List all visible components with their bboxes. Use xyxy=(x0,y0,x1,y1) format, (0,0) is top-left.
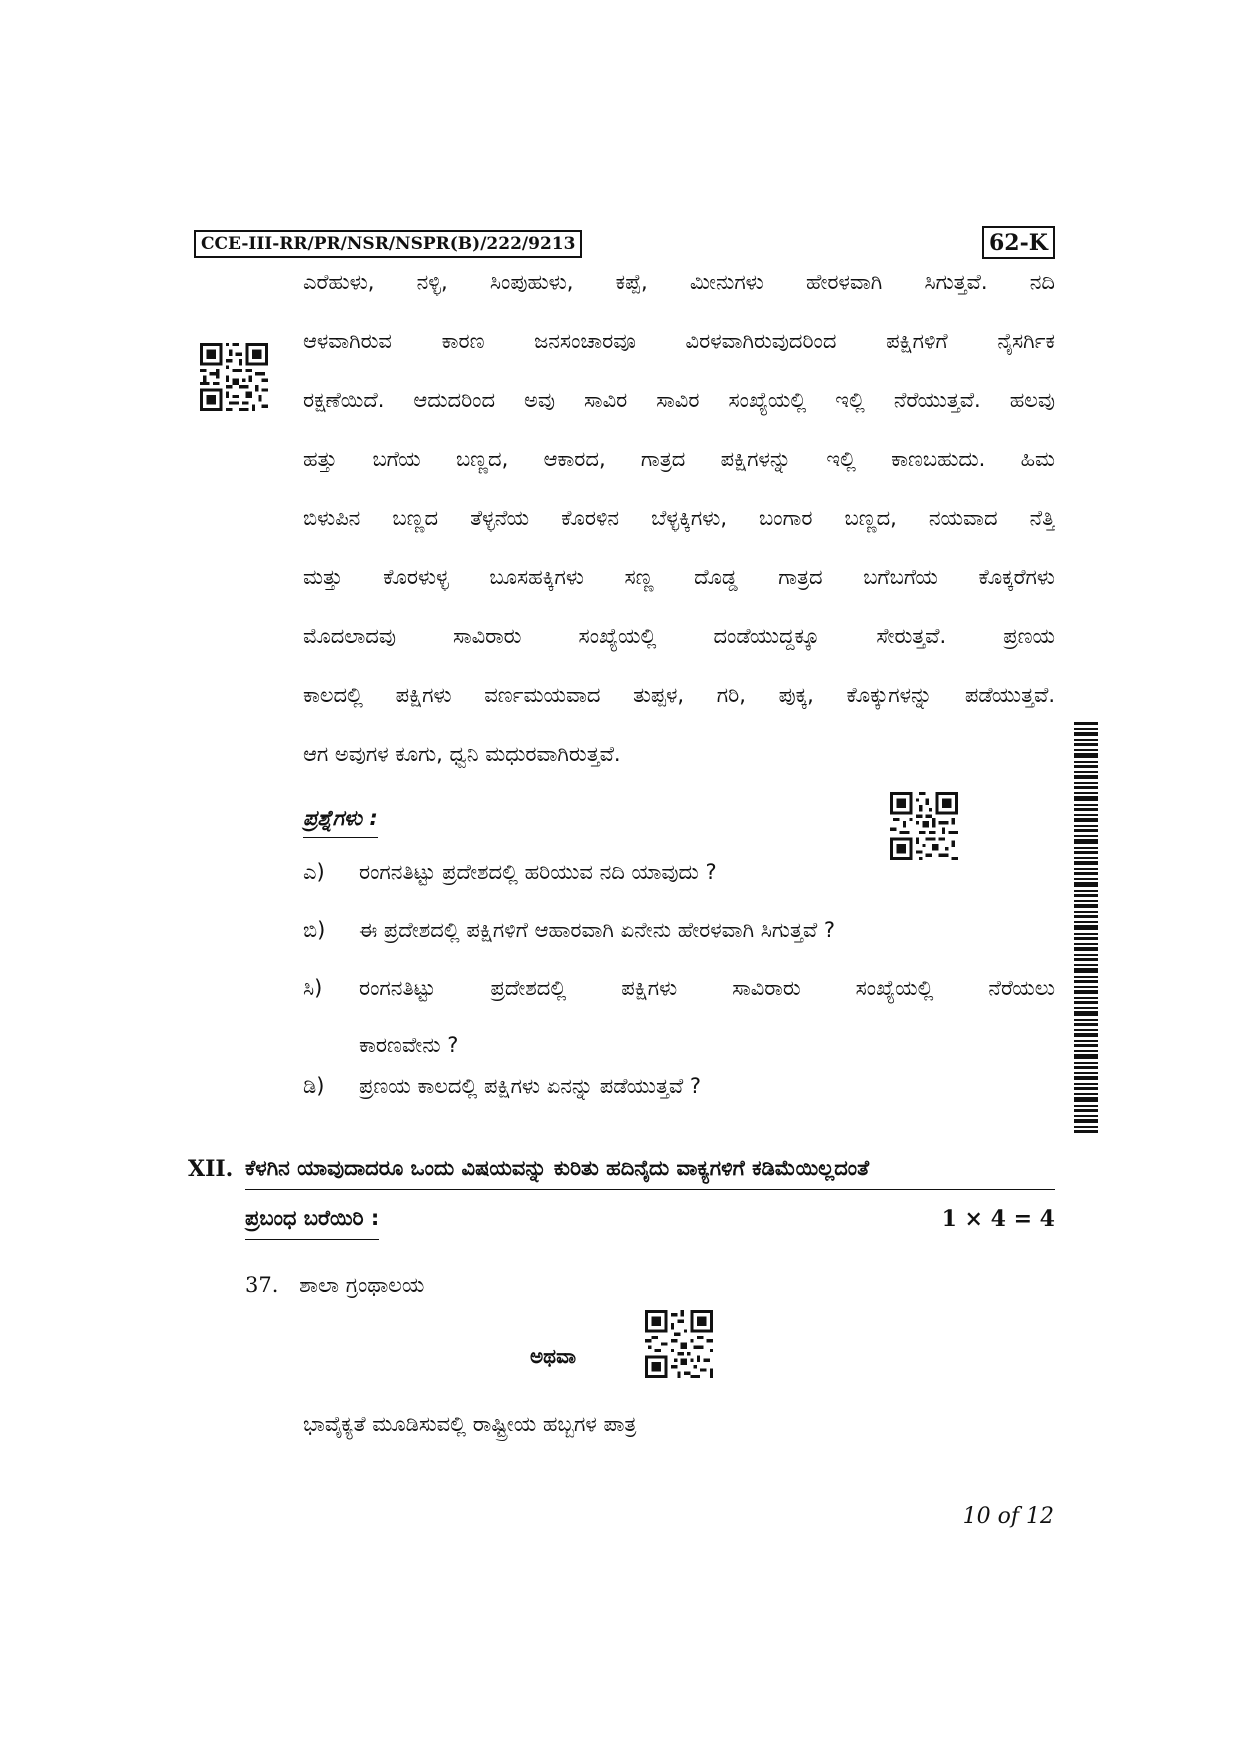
qr-code-icon xyxy=(645,1310,713,1378)
question-number: ಸಿ) xyxy=(303,976,323,1000)
section-number: XII. xyxy=(188,1156,234,1182)
passage-line: ಹತ್ತು ಬಗೆಯ ಬಣ್ಣದ, ಆಕಾರದ, ಗಾತ್ರದ ಪಕ್ಷಿಗಳನ್ನು ಇಲ್ಲಿ ಕಾಣಬಹುದು. ಹಿಮ xyxy=(303,447,1055,471)
passage-line: ಆಗ ಅವುಗಳ ಕೂಗು, ಧ್ವನಿ ಮಧುರವಾಗಿರುತ್ತವೆ. xyxy=(303,742,621,766)
question-text-line: ಕಾರಣವೇನು ? xyxy=(359,1033,459,1057)
question-text: ಪ್ರಣಯ ಕಾಲದಲ್ಲಿ ಪಕ್ಷಿಗಳು ಏನನ್ನು ಪಡೆಯುತ್ತವೆ ? xyxy=(359,1074,702,1098)
essay-topic-1 xyxy=(245,1273,424,1298)
passage-line: ರಕ್ಷಣೆಯಿದೆ. ಆದುದರಿಂದ ಅವು ಸಾವಿರ ಸಾವಿರ ಸಂಖ್ಯೆಯಲ್ಲಿ ಇಲ್ಲಿ ನೆರೆಯುತ್ತವೆ. ಹಲವು xyxy=(303,388,1055,412)
topic-text: ಶಾಲಾ ಗ್ರಂಥಾಲಯ xyxy=(299,1273,425,1297)
question-number: ಬಿ) xyxy=(303,918,326,942)
section-instruction: ಕೆಳಗಿನ ಯಾವುದಾದರೂ ಒಂದು ವಿಷಯವನ್ನು ಕುರಿತು ಹದಿನೈದು ವಾಕ್ಯಗಳಿಗೆ ಕಡಿಮೆಯಿಲ್ಲದಂತೆ xyxy=(245,1156,1055,1190)
passage-line: ಮೊದಲಾದವು ಸಾವಿರಾರು ಸಂಖ್ಯೆಯಲ್ಲಿ ದಂಡೆಯುದ್ದಕ್ಕೂ ಸೇರುತ್ತವೆ. ಪ್ರಣಯ xyxy=(303,624,1055,648)
passage-line: ಎರೆಹುಳು, ನಳ್ಳಿ, ಸಿಂಪುಹುಳು, ಕಪ್ಪೆ, ಮೀನುಗಳು ಹೇರಳವಾಗಿ ಸಿಗುತ್ತವೆ. ನದಿ xyxy=(303,270,1055,294)
passage xyxy=(303,262,1055,793)
passage-line: ಕಾಲದಲ್ಲಿ ಪಕ್ಷಿಗಳು ವರ್ಣಮಯವಾದ ತುಪ್ಪಳ, ಗರಿ, ಪುಕ್ಕ, ಕೊಕ್ಕುಗಳನ್ನು ಪಡೆಯುತ್ತವೆ. xyxy=(303,683,1055,707)
item-number: 37. xyxy=(245,1273,279,1297)
question-number: ಎ) xyxy=(303,860,325,884)
passage-line: ಬಿಳುಪಿನ ಬಣ್ಣದ ತೆಳ್ಳನೆಯ ಕೊರಳಿನ ಬೆಳ್ಳಕ್ಕಿಗಳು, ಬಂಗಾರ ಬಣ್ಣದ, ನಯವಾದ ನೆತ್ತಿ xyxy=(303,506,1055,530)
question-text: ರಂಗನತಿಟ್ಟು ಪ್ರದೇಶದಲ್ಲಿ ಹರಿಯುವ ನದಿ ಯಾವುದು ? xyxy=(359,860,717,884)
qr-code-icon xyxy=(200,343,268,411)
or-label: ಅಥವಾ xyxy=(530,1344,576,1368)
question-text-line: ರಂಗನತಿಟ್ಟು ಪ್ರದೇಶದಲ್ಲಿ ಪಕ್ಷಿಗಳು ಸಾವಿರಾರು ಸಂಖ್ಯೆಯಲ್ಲಿ ನೆರೆಯಲು xyxy=(359,976,1055,1000)
section-instruction-continued: ಪ್ರಬಂಧ ಬರೆಯಿರಿ : xyxy=(245,1206,379,1240)
question-paper-code: CCE-III-RR/PR/NSR/NSPR(B)/222/9213 xyxy=(194,230,582,258)
question-text: ಈ ಪ್ರದೇಶದಲ್ಲಿ ಪಕ್ಷಿಗಳಿಗೆ ಆಹಾರವಾಗಿ ಏನೇನು ಹೇರಳವಾಗಿ ಸಿಗುತ್ತವೆ ? xyxy=(359,918,835,942)
question-number: ಡಿ) xyxy=(303,1074,325,1098)
page-number: 10 of 12 xyxy=(962,1504,1054,1529)
qr-code-icon xyxy=(890,792,958,860)
question-text xyxy=(359,976,1055,1090)
questions-heading: ಪ್ರಶ್ನೆಗಳು : xyxy=(303,806,378,838)
marks-label: 1 × 4 = 4 xyxy=(941,1206,1055,1232)
passage-line: ಆಳವಾಗಿರುವ ಕಾರಣ ಜನಸಂಚಾರವೂ ವಿರಳವಾಗಿರುವುದರಿಂದ ಪಕ್ಷಿಗಳಿಗೆ ನೈಸರ್ಗಿಕ xyxy=(303,329,1055,353)
barcode-icon xyxy=(1074,722,1098,1136)
passage-line: ಮತ್ತು ಕೊರಳುಳ್ಳ ಬೂಸಹಕ್ಕಿಗಳು ಸಣ್ಣ ದೊಡ್ಡ ಗಾತ್ರದ ಬಗೆಬಗೆಯ ಕೊಕ್ಕರೆಗಳು xyxy=(303,565,1055,589)
paper-code-badge: 62-K xyxy=(982,226,1055,259)
essay-topic-2: ಭಾವೈಕ್ಯತೆ ಮೂಡಿಸುವಲ್ಲಿ ರಾಷ್ಟ್ರೀಯ ಹಬ್ಬಗಳ ಪಾತ್ರ xyxy=(303,1412,637,1436)
